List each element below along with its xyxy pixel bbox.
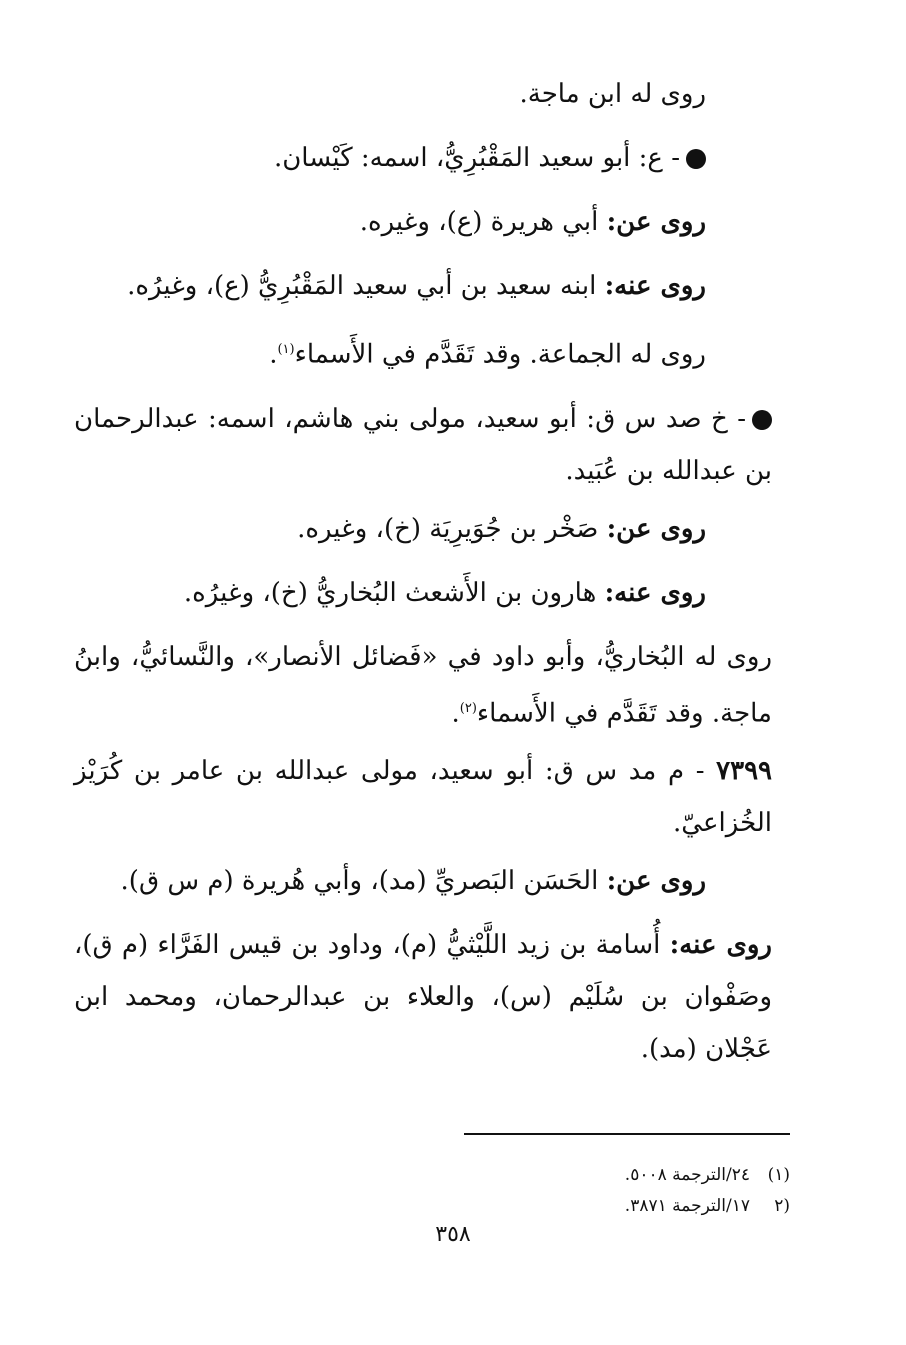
bullet-icon: [752, 410, 772, 430]
entry-line: روى له الجماعة. وقد تَقَدَّم في الأَسماء$^{(١)}$.: [269, 339, 706, 370]
narrated-by: روى عنه: ابنه سعيد بن أبي سعيد المَقْبُرِيُّ (ع)، وغيرُه.: [127, 271, 706, 301]
entry-heading: ٧٣٩٩ - م مد س ق: أبو سعيد، مولى عبدالله بن عامر بن كُرَيْز الخُزاعيّ.: [74, 756, 772, 839]
narrated-by: روى عنه: أُسامة بن زيد اللَّيْثيُّ (م)، وداود بن قيس الفَرَّاء (م ق)، وصَفْوان بن سُلَيْم (س)، والعلاء بن عبدالرحمان، ومحمد ابن عَجْلان (مد).: [74, 930, 772, 1065]
footnote-text: ١٧/الترجمة ٣٨٧١.: [624, 1196, 750, 1216]
footnote-ref: (٢): [459, 700, 477, 716]
label-rawa-anhu: روى عنه:: [604, 271, 706, 301]
entry-line: روى له ابن ماجة.: [519, 79, 706, 109]
entry-line: روى له البُخاريُّ، وأبو داود في «فَضائل الأنصار»، والنَّسائيُّ، وابنُ ماجة. وقد تَقَدَّم في الأَسماء$^{(٢)}$.: [74, 641, 772, 729]
bullet-icon: [686, 149, 706, 169]
footnote-number: (١): [767, 1165, 790, 1185]
narrated-from: روى عن: أبي هريرة (ع)، وغيره.: [359, 207, 706, 237]
narrated-from: روى عن: الحَسَن البَصريِّ (مد)، وأبي هُريرة (م س ق).: [120, 866, 706, 897]
label-rawa-anhu: روى عنه:: [669, 930, 772, 961]
page-number: ٣٥٨: [435, 1222, 471, 1247]
label-rawa-an: روى عن:: [606, 207, 706, 237]
footnote-item: [464, 1191, 790, 1222]
footnote-item: [464, 1160, 790, 1191]
entry-heading: - ع: أبو سعيد المَقْبُرِيُّ، اسمه: كَيْسان.: [74, 132, 706, 184]
footnote-number: (٢: [774, 1196, 790, 1216]
footnotes: [464, 1160, 790, 1222]
main-text: [74, 68, 772, 1087]
footnote-ref: (١): [277, 342, 295, 357]
label-rawa-anhu: روى عنه:: [604, 577, 706, 608]
narrated-by: روى عنه: هارون بن الأَشعث البُخاريُّ (خ)، وغيرُه.: [183, 577, 706, 608]
entry-number: ٧٣٩٩: [716, 756, 772, 787]
entry-heading: - خ صد س ق: أبو سعيد، مولى بني هاشم، اسمه: عبدالرحمان بن عبدالله بن عُبَيد.: [74, 403, 772, 486]
label-rawa-an: روى عن:: [606, 513, 706, 544]
footnote-rule: [464, 1133, 790, 1135]
label-rawa-an: روى عن:: [606, 866, 706, 897]
narrated-from: روى عن: صَخْر بن جُوَيرِيَة (خ)، وغيره.: [297, 513, 706, 544]
footnote-text: ٢٤/الترجمة ٥٠٠٨.: [624, 1165, 750, 1185]
